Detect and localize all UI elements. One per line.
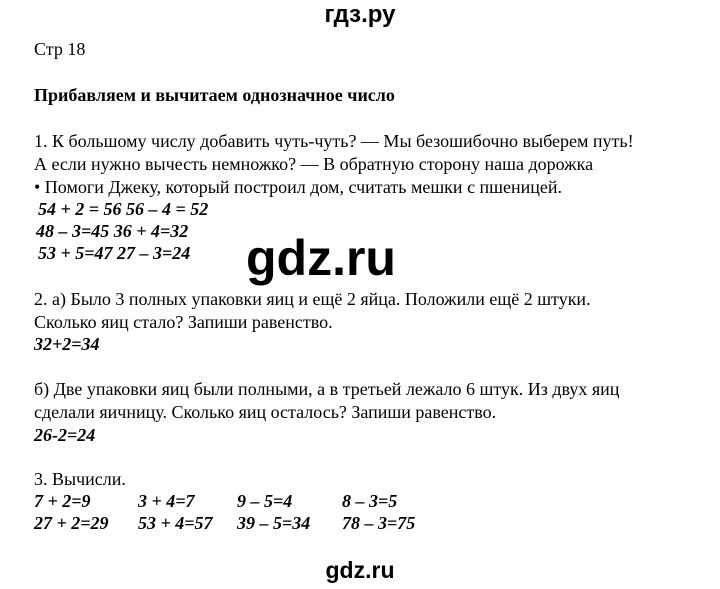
- task3-row2-expr-2: 53 + 4=57: [138, 513, 213, 533]
- page-title: Прибавляем и вычитаем однозначное число: [34, 85, 395, 105]
- task3-row2-expr-1: 27 + 2=29: [34, 513, 109, 533]
- task3-row1-expr-4: 8 – 3=5: [342, 491, 398, 511]
- task2b-line-1: б) Две упаковки яиц были полными, а в третьей лежало 6 штук. Из двух яиц: [34, 379, 620, 399]
- task2b-answer: 26-2=24: [34, 425, 96, 445]
- task1-answer-2: 48 – 3=45 36 + 4=32: [36, 221, 189, 241]
- task1-line-3: • Помоги Джеку, который построил дом, считать мешки с пшеницей.: [34, 177, 563, 197]
- site-footer: gdz.ru: [325, 557, 395, 583]
- task2a-line-1: 2. а) Было 3 полных упаковки яиц и ещё 2 яйца. Положили ещё 2 штуки.: [34, 289, 591, 309]
- task1-line-1: 1. К большому числу добавить чуть-чуть? — Мы безошибочно выберем путь!: [34, 131, 634, 151]
- page-reference: Стр 18: [34, 39, 86, 59]
- task3-title: 3. Вычисли.: [34, 469, 126, 489]
- task1-line-2: А если нужно вычесть немножко? — В обратную сторону наша дорожка: [34, 154, 594, 174]
- task2a-line-2: Сколько яиц стало? Запиши равенство.: [34, 312, 333, 332]
- task2a-answer: 32+2=34: [34, 334, 100, 354]
- task3-row1-expr-2: 3 + 4=7: [138, 491, 195, 511]
- site-header: гдз.ру: [324, 1, 396, 28]
- task3-row1-expr-3: 9 – 5=4: [237, 491, 293, 511]
- task1-answer-1: 54 + 2 = 56 56 – 4 = 52: [38, 199, 209, 219]
- task3-row2-expr-3: 39 – 5=34: [237, 513, 311, 533]
- task2b-line-2: сделали яичницу. Сколько яиц осталось? Запиши равенство.: [34, 402, 497, 422]
- task3-row1-expr-1: 7 + 2=9: [34, 491, 91, 511]
- task3-row2-expr-4: 78 – 3=75: [342, 513, 416, 533]
- task1-answer-3: 53 + 5=47 27 – 3=24: [38, 243, 191, 263]
- watermark: gdz.ru: [246, 230, 396, 286]
